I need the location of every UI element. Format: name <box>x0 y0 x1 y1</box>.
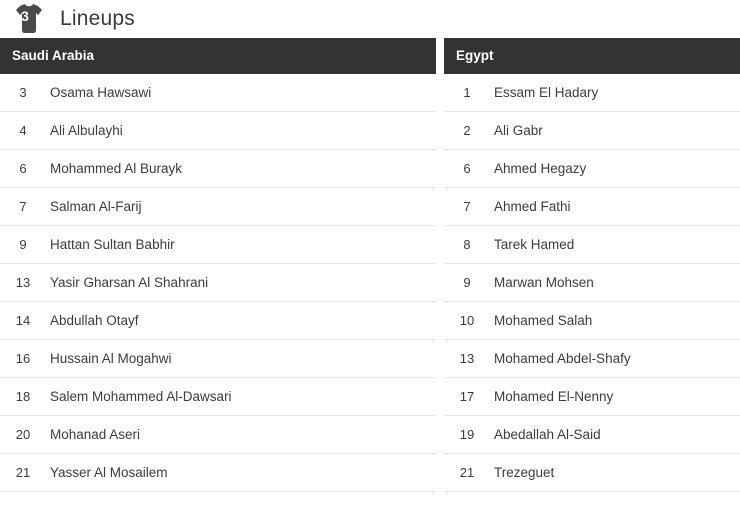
table-row[interactable] <box>444 378 740 416</box>
table-row[interactable] <box>0 226 436 264</box>
player-number: 17 <box>459 389 475 404</box>
player-name: Hattan Sultan Babhir <box>50 237 175 252</box>
team-name-home: Saudi Arabia <box>0 38 436 74</box>
player-number: 16 <box>15 351 31 366</box>
player-name: Abedallah Al-Said <box>494 427 601 442</box>
player-number: 13 <box>459 351 475 366</box>
player-name: Yasser Al Mosailem <box>50 465 168 480</box>
player-number: 1 <box>463 85 471 100</box>
team-column-away <box>444 38 740 492</box>
player-name: Ahmed Hegazy <box>494 161 587 176</box>
table-row[interactable] <box>0 188 436 226</box>
player-number: 2 <box>463 123 471 138</box>
player-number: 19 <box>459 427 475 442</box>
table-row[interactable] <box>444 188 740 226</box>
team-column-home <box>0 38 436 492</box>
page-title: Lineups <box>60 7 135 30</box>
table-row[interactable] <box>444 264 740 302</box>
page-header <box>0 0 740 38</box>
player-name: Essam El Hadary <box>494 85 599 100</box>
player-name: Ahmed Fathi <box>494 199 571 214</box>
player-number: 6 <box>19 161 27 176</box>
player-number: 8 <box>463 237 471 252</box>
table-row[interactable] <box>0 112 436 150</box>
table-row[interactable] <box>0 340 436 378</box>
player-number: 14 <box>15 313 31 328</box>
player-list-away <box>444 74 740 492</box>
shirt-icon <box>8 3 50 35</box>
table-row[interactable] <box>0 302 436 340</box>
player-number: 20 <box>15 427 31 442</box>
player-number: 21 <box>15 465 31 480</box>
player-number: 3 <box>19 85 27 100</box>
player-name: Mohammed Al Burayk <box>50 161 183 176</box>
table-row[interactable] <box>0 454 436 492</box>
player-name: Salem Mohammed Al-Dawsari <box>50 389 232 404</box>
player-name: Tarek Hamed <box>494 237 575 252</box>
table-row[interactable] <box>0 264 436 302</box>
player-name: Salman Al-Farij <box>50 199 142 214</box>
player-name: Ali Albulayhi <box>50 123 123 138</box>
table-row[interactable] <box>444 150 740 188</box>
player-number: 7 <box>19 199 27 214</box>
table-row[interactable] <box>0 74 436 112</box>
player-name: Ali Gabr <box>494 123 543 138</box>
player-number: 4 <box>19 123 27 138</box>
table-row[interactable] <box>444 340 740 378</box>
player-number: 9 <box>463 275 471 290</box>
player-number: 21 <box>459 465 475 480</box>
table-row[interactable] <box>444 112 740 150</box>
table-row[interactable] <box>444 454 740 492</box>
player-name: Yasir Gharsan Al Shahrani <box>50 275 209 290</box>
player-name: Hussain Al Mogahwi <box>50 351 172 366</box>
table-row[interactable] <box>0 416 436 454</box>
player-name: Mohanad Aseri <box>50 427 141 442</box>
player-name: Mohamed El-Nenny <box>494 389 614 404</box>
team-name-away: Egypt <box>444 38 740 74</box>
lineups-columns <box>0 38 740 492</box>
player-list-home <box>0 74 436 492</box>
player-number: 7 <box>463 199 471 214</box>
player-number: 6 <box>463 161 471 176</box>
player-number: 13 <box>15 275 31 290</box>
table-row[interactable] <box>444 416 740 454</box>
player-name: Abdullah Otayf <box>50 313 139 328</box>
table-row[interactable] <box>444 302 740 340</box>
player-name: Marwan Mohsen <box>494 275 594 290</box>
shirt-number: 3 <box>21 8 29 24</box>
player-name: Osama Hawsawi <box>50 85 152 100</box>
table-row[interactable] <box>0 150 436 188</box>
player-name: Mohamed Abdel-Shafy <box>494 351 631 366</box>
player-number: 9 <box>19 237 27 252</box>
player-number: 18 <box>15 389 31 404</box>
table-row[interactable] <box>0 378 436 416</box>
table-row[interactable] <box>444 226 740 264</box>
player-number: 10 <box>459 313 475 328</box>
player-name: Trezeguet <box>494 465 555 480</box>
player-name: Mohamed Salah <box>494 313 593 328</box>
table-row[interactable] <box>444 74 740 112</box>
